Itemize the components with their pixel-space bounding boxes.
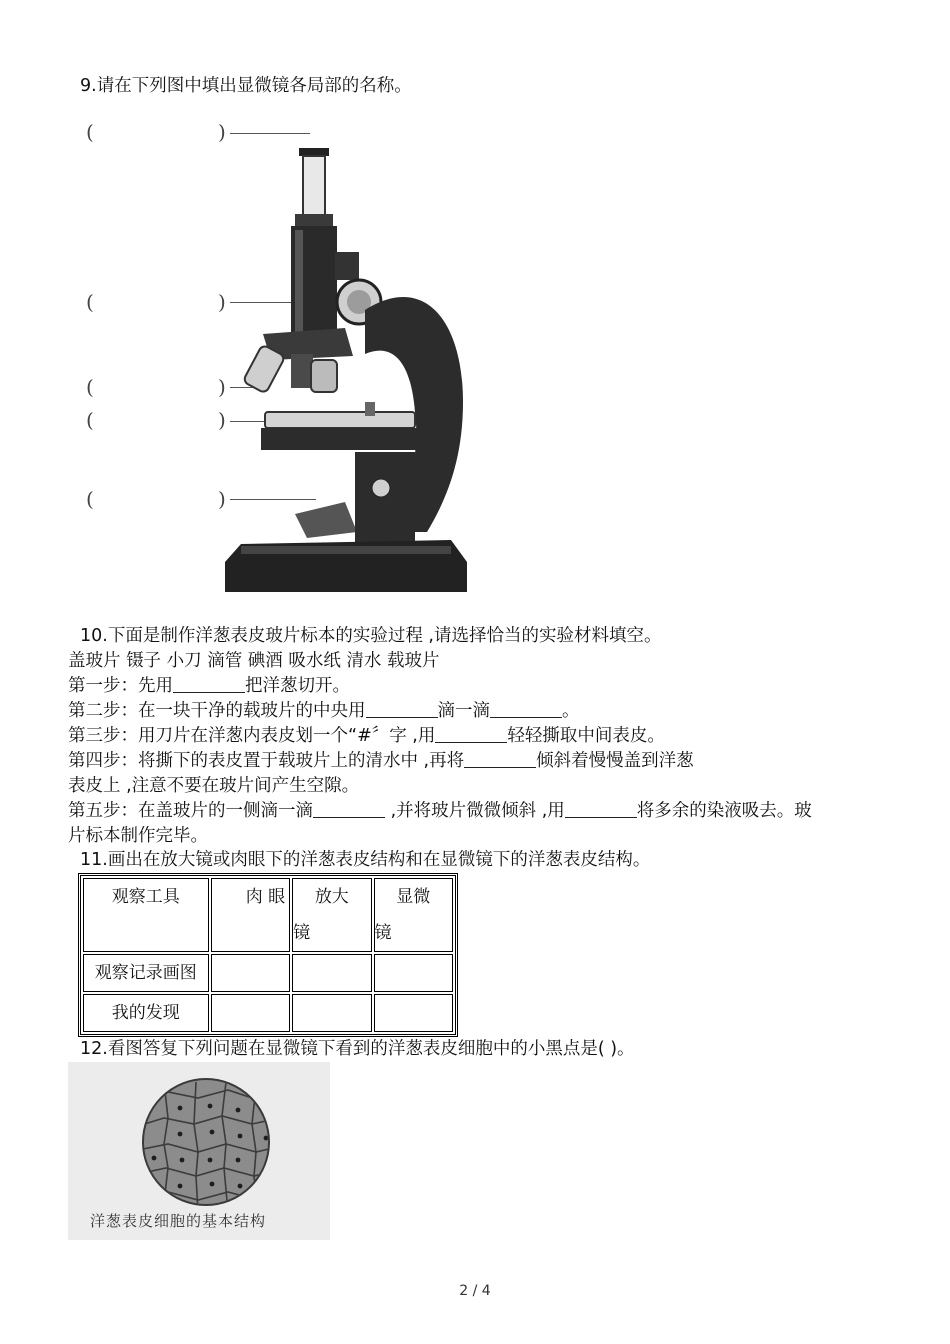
q9-title: 9.请在下列图中填出显微镜各局部的名称。 bbox=[80, 76, 412, 96]
table-cell[interactable] bbox=[374, 994, 453, 1032]
table-cell[interactable] bbox=[211, 994, 291, 1032]
label-paren-open: ( bbox=[86, 408, 94, 432]
q10-materials: 盖玻片 镊子 小刀 滴管 碘酒 吸水纸 清水 载玻片 bbox=[68, 651, 440, 671]
label-paren-open: ( bbox=[86, 120, 94, 144]
row-drawing-label: 观察记录画图 bbox=[83, 954, 209, 992]
header-magnifier: 放大 镜 bbox=[292, 878, 371, 952]
step5-text-b: ,并将玻片微微倾斜 ,用 bbox=[385, 801, 565, 821]
step3-text-a: 第三步：用刀片在洋葱内表皮划一个“#〞字 ,用 bbox=[68, 726, 436, 746]
q10-step4 bbox=[68, 749, 694, 773]
table-cell[interactable] bbox=[292, 954, 371, 992]
q10-step3 bbox=[68, 724, 665, 748]
step2-text-b: 滴一滴 bbox=[437, 701, 490, 721]
q10-step2 bbox=[68, 699, 580, 723]
answer-blank[interactable] bbox=[366, 701, 438, 718]
q10-step5-cont: 片标本制作完毕。 bbox=[68, 826, 208, 846]
label-paren-open: ( bbox=[86, 375, 94, 399]
table-row bbox=[83, 878, 453, 952]
table-cell[interactable] bbox=[292, 994, 371, 1032]
step4-text-a: 第四步：将撕下的表皮置于载玻片上的清水中 ,再将 bbox=[68, 751, 465, 771]
onion-cells-figure bbox=[68, 1062, 330, 1240]
label-paren-close: ) bbox=[218, 375, 226, 399]
step1-text-a: 第一步：先用 bbox=[68, 676, 173, 696]
answer-blank[interactable] bbox=[435, 726, 507, 743]
step2-text-c: 。 bbox=[562, 701, 580, 721]
microscope-figure bbox=[215, 122, 495, 602]
answer-blank[interactable] bbox=[313, 801, 385, 818]
answer-blank[interactable] bbox=[490, 701, 562, 718]
answer-blank[interactable] bbox=[565, 801, 637, 818]
step4-text-b: 倾斜着慢慢盖到洋葱 bbox=[536, 751, 694, 771]
step5-text-c: 将多余的染液吸去。玻 bbox=[636, 801, 812, 821]
observation-table bbox=[78, 873, 458, 1037]
label-paren-open: ( bbox=[86, 290, 94, 314]
step2-text-a: 第二步：在一块干净的载玻片的中央用 bbox=[68, 701, 366, 721]
label-paren-open: ( bbox=[86, 487, 94, 511]
q12-title: 12.看图答复下列问题在显微镜下看到的洋葱表皮细胞中的小黑点是( )。 bbox=[80, 1039, 635, 1059]
label-paren-close: ) bbox=[218, 408, 226, 432]
header-eye: 肉 眼 bbox=[211, 878, 291, 952]
header-microscope: 显微 镜 bbox=[374, 878, 453, 952]
answer-blank[interactable] bbox=[464, 751, 536, 768]
row-findings-label: 我的发现 bbox=[83, 994, 209, 1032]
table-row bbox=[83, 994, 453, 1032]
label-paren-close: ) bbox=[218, 290, 226, 314]
q11-title: 11.画出在放大镜或肉眼下的洋葱表皮结构和在显微镜下的洋葱表皮结构。 bbox=[80, 850, 651, 870]
q10-step1 bbox=[68, 674, 350, 698]
step3-text-b: 轻轻撕取中间表皮。 bbox=[507, 726, 665, 746]
step1-text-b: 把洋葱切开。 bbox=[245, 676, 350, 696]
q10-step5 bbox=[68, 799, 812, 823]
table-row bbox=[83, 954, 453, 992]
label-paren-close: ) bbox=[218, 120, 226, 144]
q10-intro: 10.下面是制作洋葱表皮玻片标本的实验过程 ,请选择恰当的实验材料填空。 bbox=[80, 626, 662, 646]
figure-caption: 洋葱表皮细胞的基本结构 bbox=[90, 1212, 267, 1230]
q10-step4-cont: 表皮上 ,注意不要在玻片间产生空隙。 bbox=[68, 776, 360, 796]
label-paren-close: ) bbox=[218, 487, 226, 511]
table-cell[interactable] bbox=[374, 954, 453, 992]
step5-text-a: 第五步：在盖玻片的一侧滴一滴 bbox=[68, 801, 313, 821]
header-tool: 观察工具 bbox=[83, 878, 209, 952]
table-cell[interactable] bbox=[211, 954, 291, 992]
answer-blank[interactable] bbox=[173, 676, 245, 693]
page-number: 2 / 4 bbox=[459, 1283, 491, 1299]
